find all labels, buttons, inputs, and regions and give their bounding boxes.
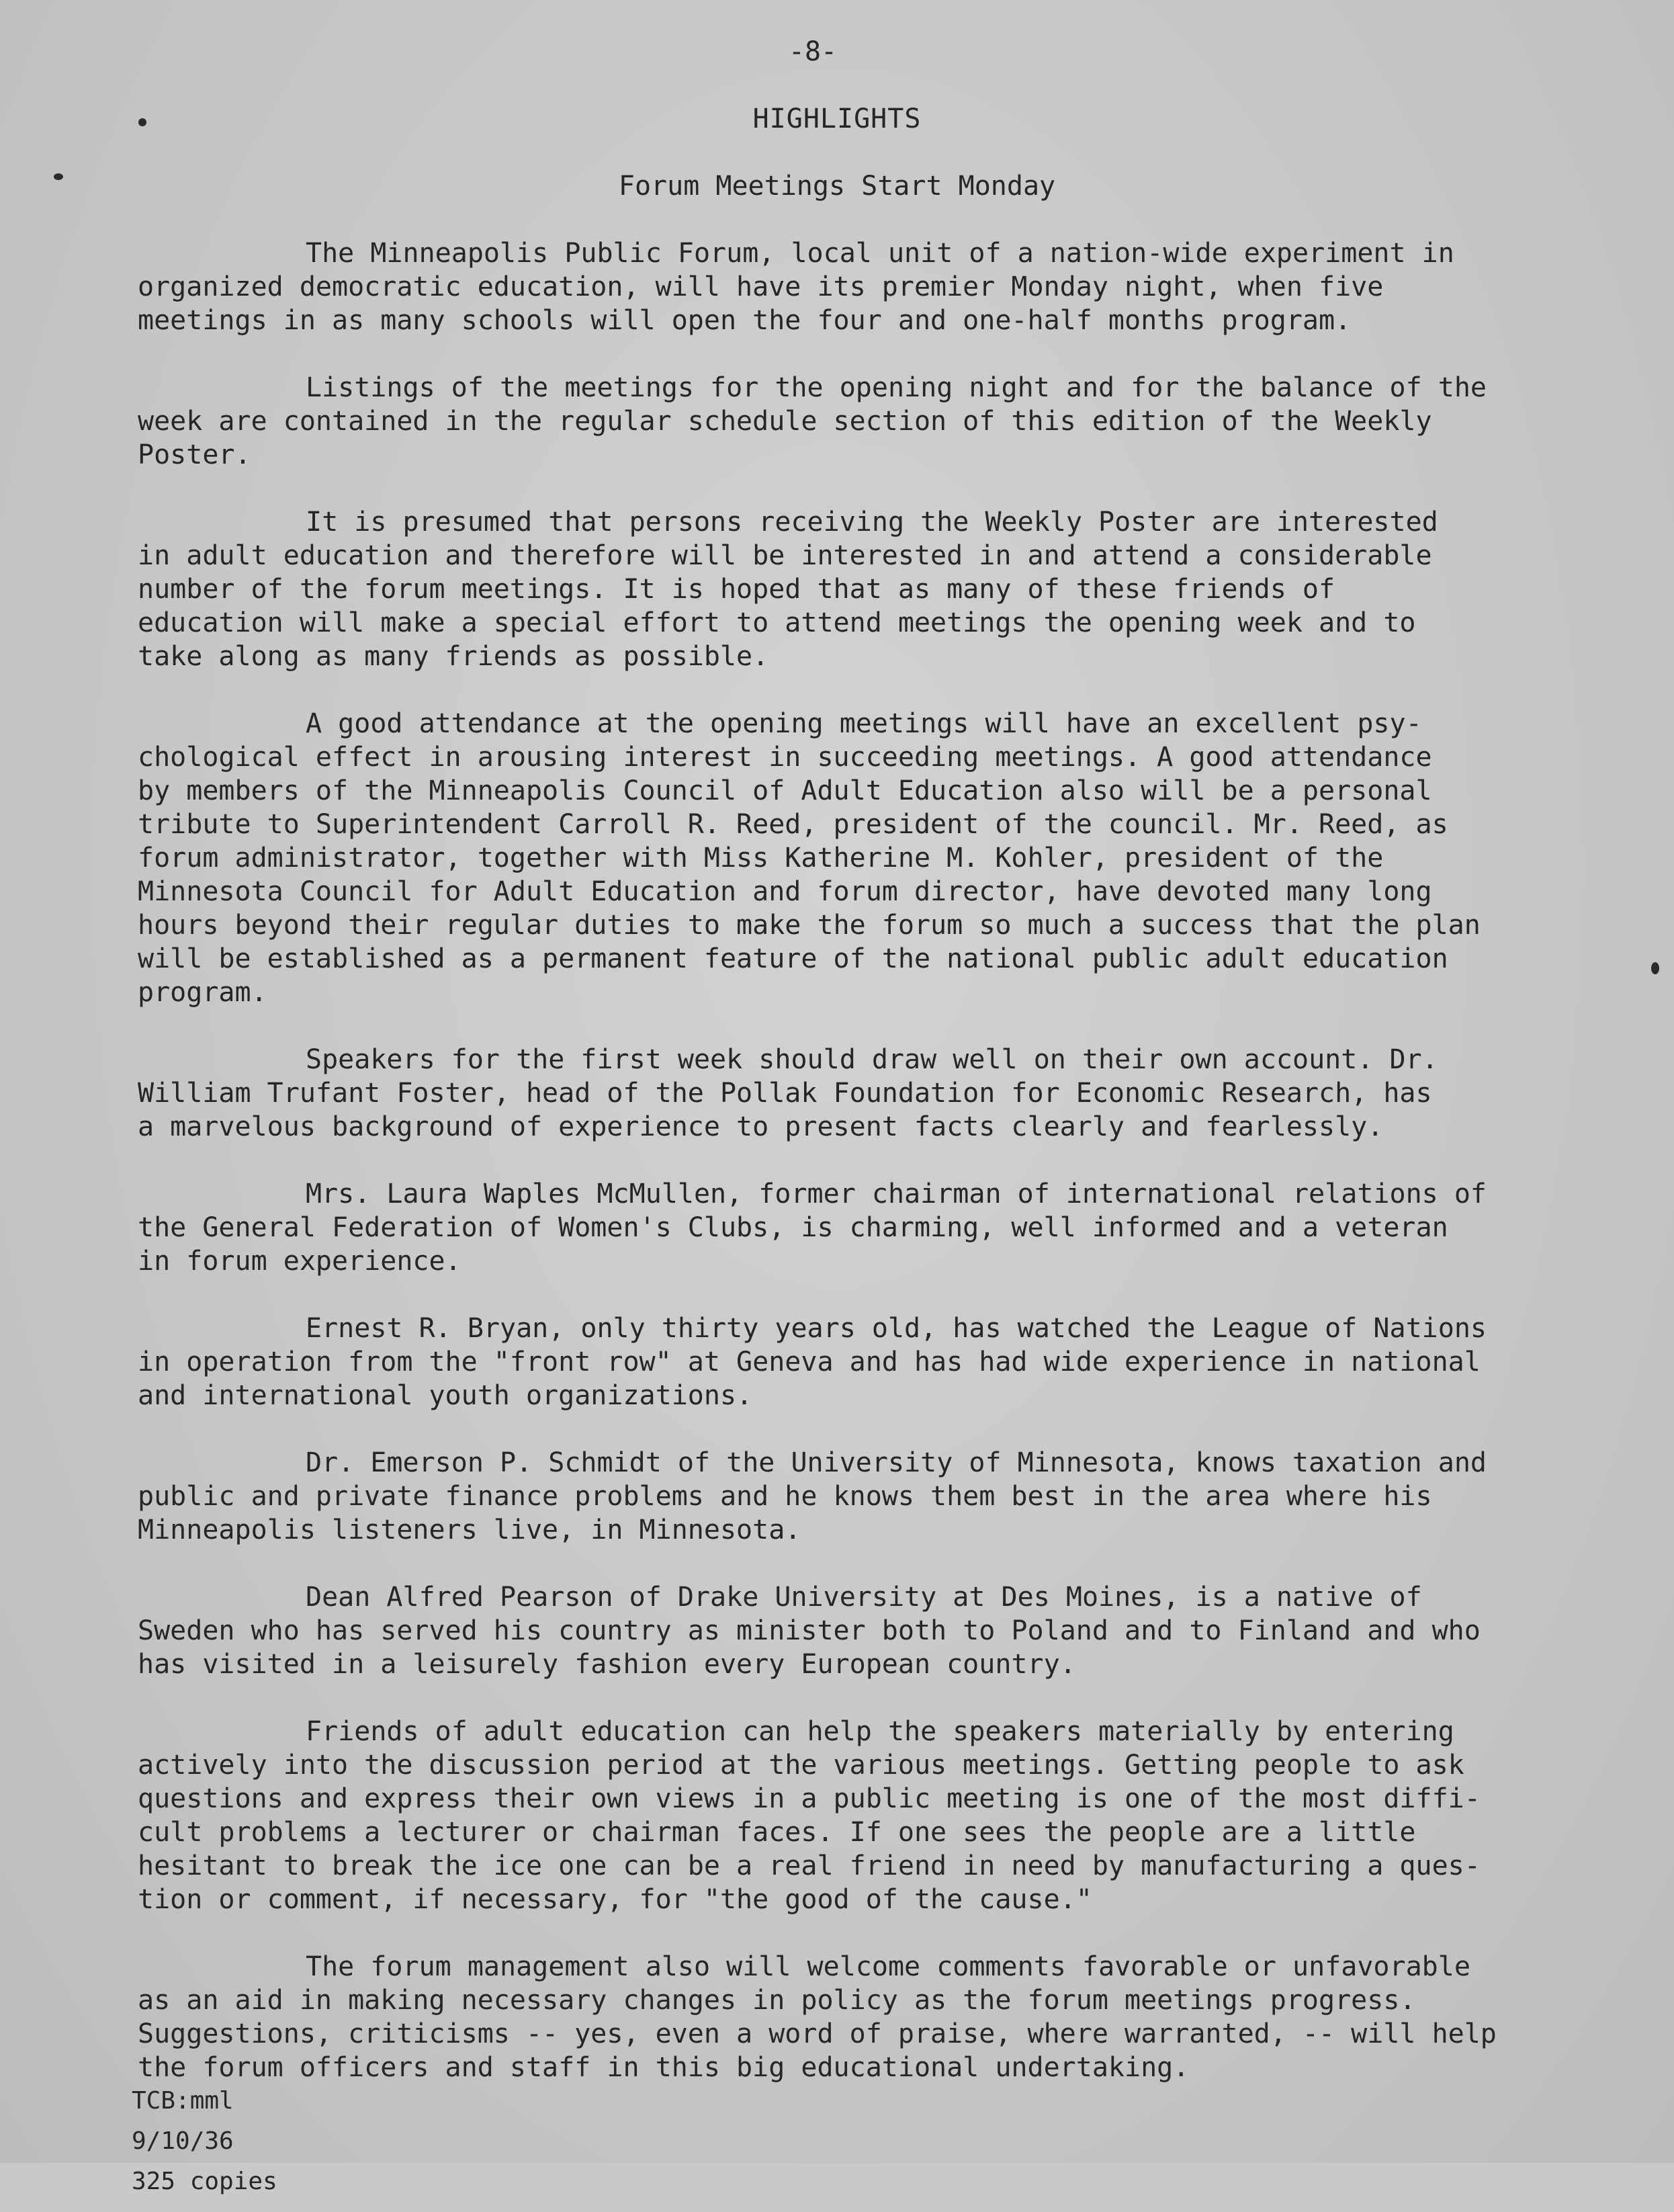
ink-speck [1651, 962, 1659, 974]
page-number: -8- [788, 36, 838, 67]
paragraph: Ernest R. Bryan, only thirty years old, has watched the League of Nations in operation from the "front row" at Geneva and has had wide experience in national and international youth organizations. [138, 1313, 1487, 1411]
footer-notes [132, 2071, 277, 2212]
section-heading: HIGHLIGHTS [752, 103, 922, 134]
paragraph: The Minneapolis Public Forum, local unit of a nation-wide experiment in organized democratic education, will have its premier Monday night, when five meetings in as many schools will open the four and one-half months program. [138, 238, 1454, 336]
paragraph: Mrs. Laura Waples McMullen, former chairman of international relations of the General Federation of Women's Clubs, is charming, well informed and a veteran in forum experience. [138, 1179, 1487, 1277]
paragraph: Dr. Emerson P. Schmidt of the University of Minnesota, knows taxation and public and private finance problems and he knows them best in the area where his Minneapolis listeners live, in Minnesota. [138, 1447, 1487, 1545]
article-title: Forum Meetings Start Monday [618, 171, 1056, 202]
article-body [138, 237, 1542, 2118]
paragraph: The forum management also will welcome comments favorable or unfavorable as an aid in making necessary changes in policy as the forum meetings progress. Suggestions, criticisms -- yes, even a word of praise, where warranted, -- will help the forum officers and staff in this big educational undertaking. [138, 1951, 1497, 2083]
paragraph: Speakers for the first week should draw well on their own account. Dr. William Trufant Foster, head of the Pollak Foundation for Economic Research, has a marvelous background of experience to present facts clearly and fearlessly. [138, 1044, 1438, 1142]
typist-initials: TCB:mml [132, 2087, 234, 2115]
paragraph: A good attendance at the opening meetings will have an excellent psy- chological effect in arousing interest in succeeding meetings. A good attendance by members of the Minneapolis Council of Adult Education also will be a personal tribute to Superintendent Carroll R. Reed, president of the council. Mr. Reed, as forum administrator, together with Miss Katherine M. Kohler, president of the Minnesota Council for Adult Education and forum director, have devoted many long hours beyond their regular duties to make the forum so much a success that the plan will be established as a permanent feature of the national public adult education program. [138, 708, 1481, 1008]
paragraph: Dean Alfred Pearson of Drake University at Des Moines, is a native of Sweden who has served his country as minister both to Poland and to Finland and who has visited in a leisurely fashion every European country. [138, 1582, 1481, 1680]
footer-date: 9/10/36 [132, 2127, 234, 2155]
copy-count: 325 copies [132, 2168, 277, 2195]
paragraph: Friends of adult education can help the speakers materially by entering actively into the discussion period at the various meetings. Getting people to ask questions and express their own views in a public meeting is one of the most diffi- cult problems a lecturer or chairman faces. If one sees the people are a little hesitant to break the ice one can be a real friend in need by manufacturing a ques- tion or comment, if necessary, for "the good of the cause." [138, 1716, 1481, 1915]
paragraph: It is presumed that persons receiving the Weekly Poster are interested in adult education and therefore will be interested in and attend a considerable number of the forum meetings. It is hoped that as many of these friends of education will make a special effort to attend meetings the opening week and to take along as many friends as possible. [138, 507, 1438, 672]
paragraph: Listings of the meetings for the opening night and for the balance of the week are contained in the regular schedule section of this edition of the Weekly Poster. [138, 372, 1487, 470]
